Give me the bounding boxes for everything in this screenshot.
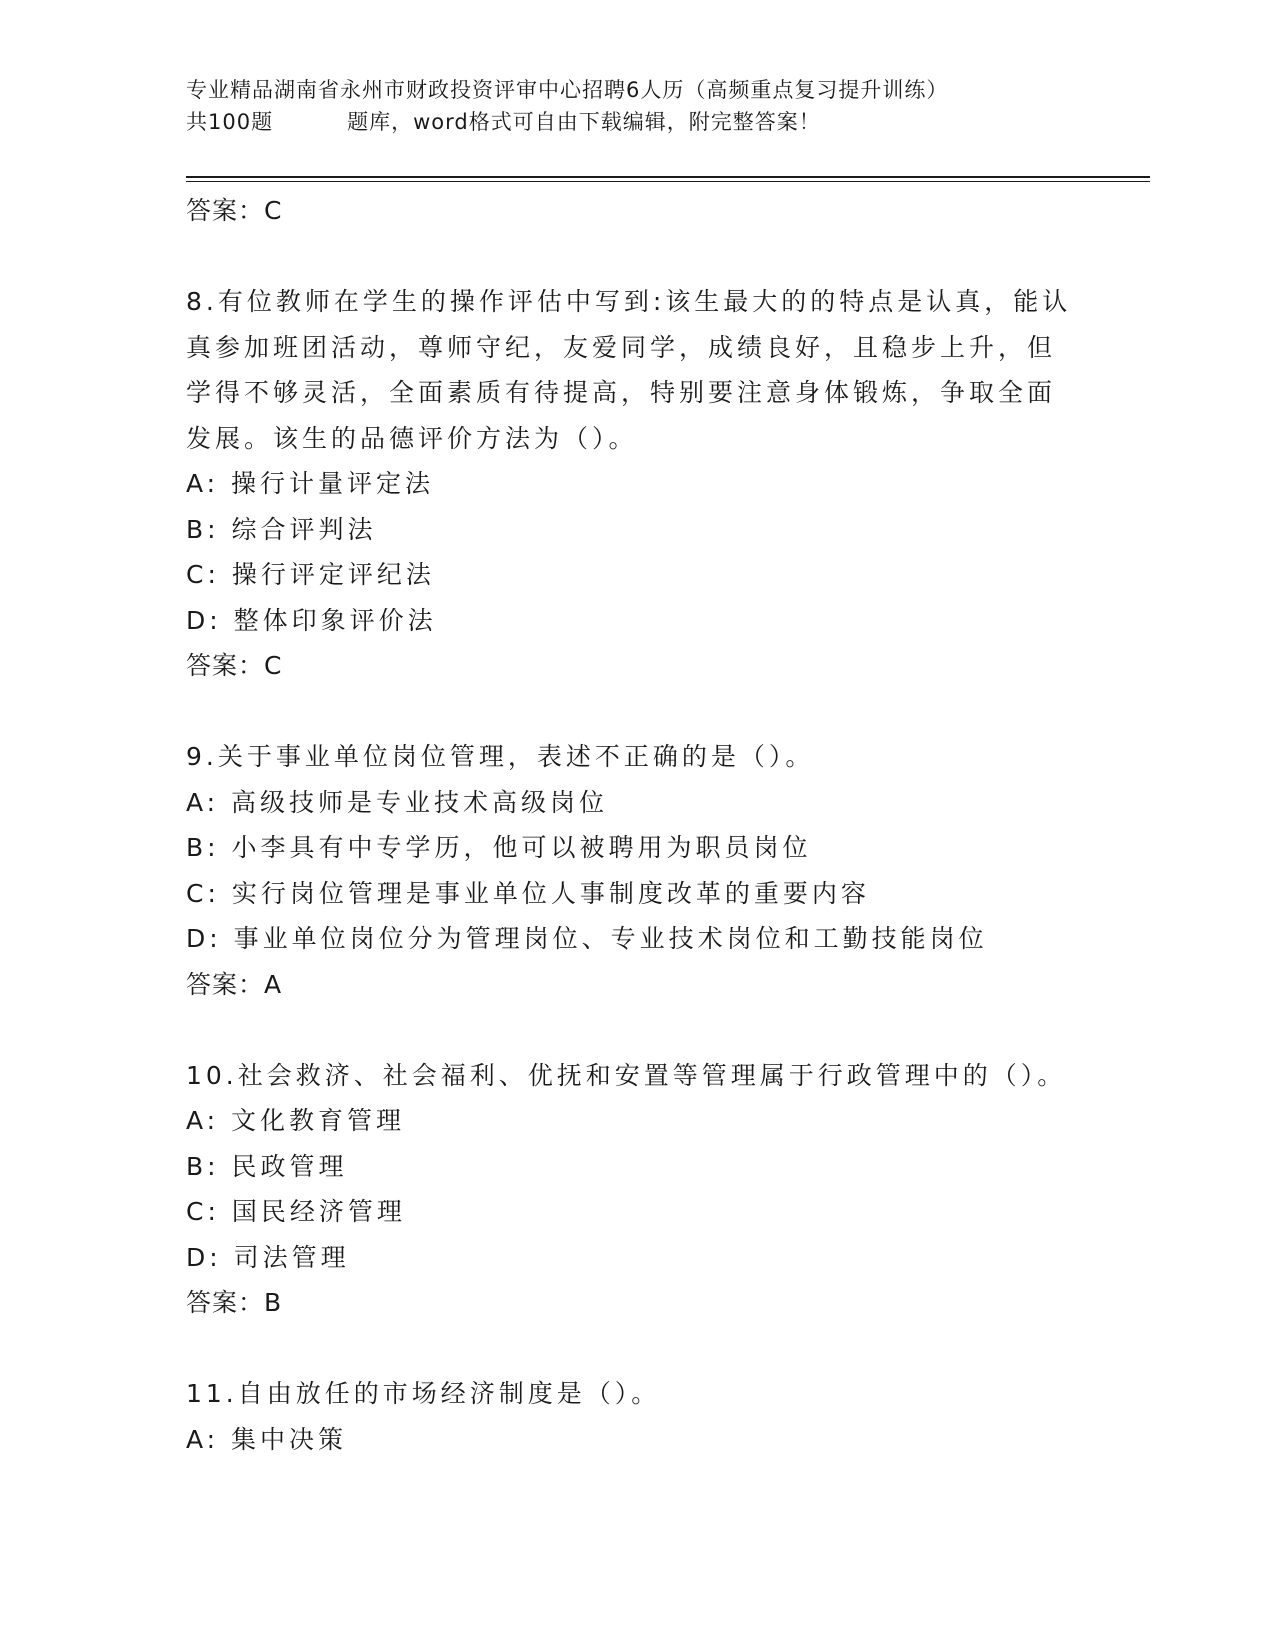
header-subtitle bbox=[186, 106, 1086, 138]
answer: 答案：A bbox=[186, 969, 283, 999]
option-b: B: 民政管理 bbox=[186, 1151, 348, 1181]
header-divider-thin bbox=[186, 181, 1150, 182]
header-title: 专业精品湖南省永州市财政投资评审中心招聘6人历（高频重点复习提升训练） bbox=[186, 78, 949, 102]
header-note: 题库，word格式可自由下载编辑，附完整答案！ bbox=[347, 110, 821, 134]
question-block bbox=[186, 1371, 1106, 1462]
option-a: A: 高级技师是专业技术高级岗位 bbox=[186, 787, 609, 817]
question-text: 学得不够灵活，全面素质有待提高，特别要注意身体锻炼，争取全面 bbox=[186, 378, 1057, 407]
previous-answer: 答案：C bbox=[186, 196, 283, 225]
question-block bbox=[186, 1053, 1106, 1326]
question-text: 发展。该生的品德评价方法为（）。 bbox=[186, 423, 638, 453]
option-b: B: 小李具有中专学历，他可以被聘用为职员岗位 bbox=[186, 833, 812, 862]
page-header bbox=[186, 74, 1086, 138]
option-a: A: 文化教育管理 bbox=[186, 1106, 406, 1135]
header-count: 共100题 bbox=[186, 110, 274, 134]
question-block bbox=[186, 279, 1106, 689]
option-c: C: 国民经济管理 bbox=[186, 1197, 406, 1226]
question-text: 9.关于事业单位岗位管理，表述不正确的是（）。 bbox=[186, 742, 815, 771]
question-text: 10.社会救济、社会福利、优抚和安置等管理属于行政管理中的（）。 bbox=[186, 1060, 1067, 1090]
question-block bbox=[186, 734, 1106, 1007]
answer: 答案：C bbox=[186, 651, 283, 680]
option-c: C: 操行评定评纪法 bbox=[186, 560, 435, 589]
option-b: B: 综合评判法 bbox=[186, 514, 377, 544]
header-divider-thick bbox=[186, 176, 1150, 178]
question-text: 8.有位教师在学生的操作评估中写到:该生最大的的特点是认真，能认 bbox=[186, 287, 1072, 316]
option-d: D: 事业单位岗位分为管理岗位、专业技术岗位和工勤技能岗位 bbox=[186, 924, 988, 953]
question-text: 真参加班团活动，尊师守纪，友爱同学，成绩良好，且稳步上升，但 bbox=[186, 332, 1057, 362]
option-d: D: 整体印象评价法 bbox=[186, 605, 437, 635]
question-list bbox=[186, 188, 1106, 1462]
question-text: 11.自由放任的市场经济制度是（）。 bbox=[186, 1379, 661, 1408]
answer: 答案：B bbox=[186, 1288, 283, 1317]
option-a: A: 操行计量评定法 bbox=[186, 469, 435, 498]
option-d: D: 司法管理 bbox=[186, 1242, 350, 1272]
option-c: C: 实行岗位管理是事业单位人事制度改革的重要内容 bbox=[186, 878, 870, 908]
option-a: A: 集中决策 bbox=[186, 1424, 348, 1454]
